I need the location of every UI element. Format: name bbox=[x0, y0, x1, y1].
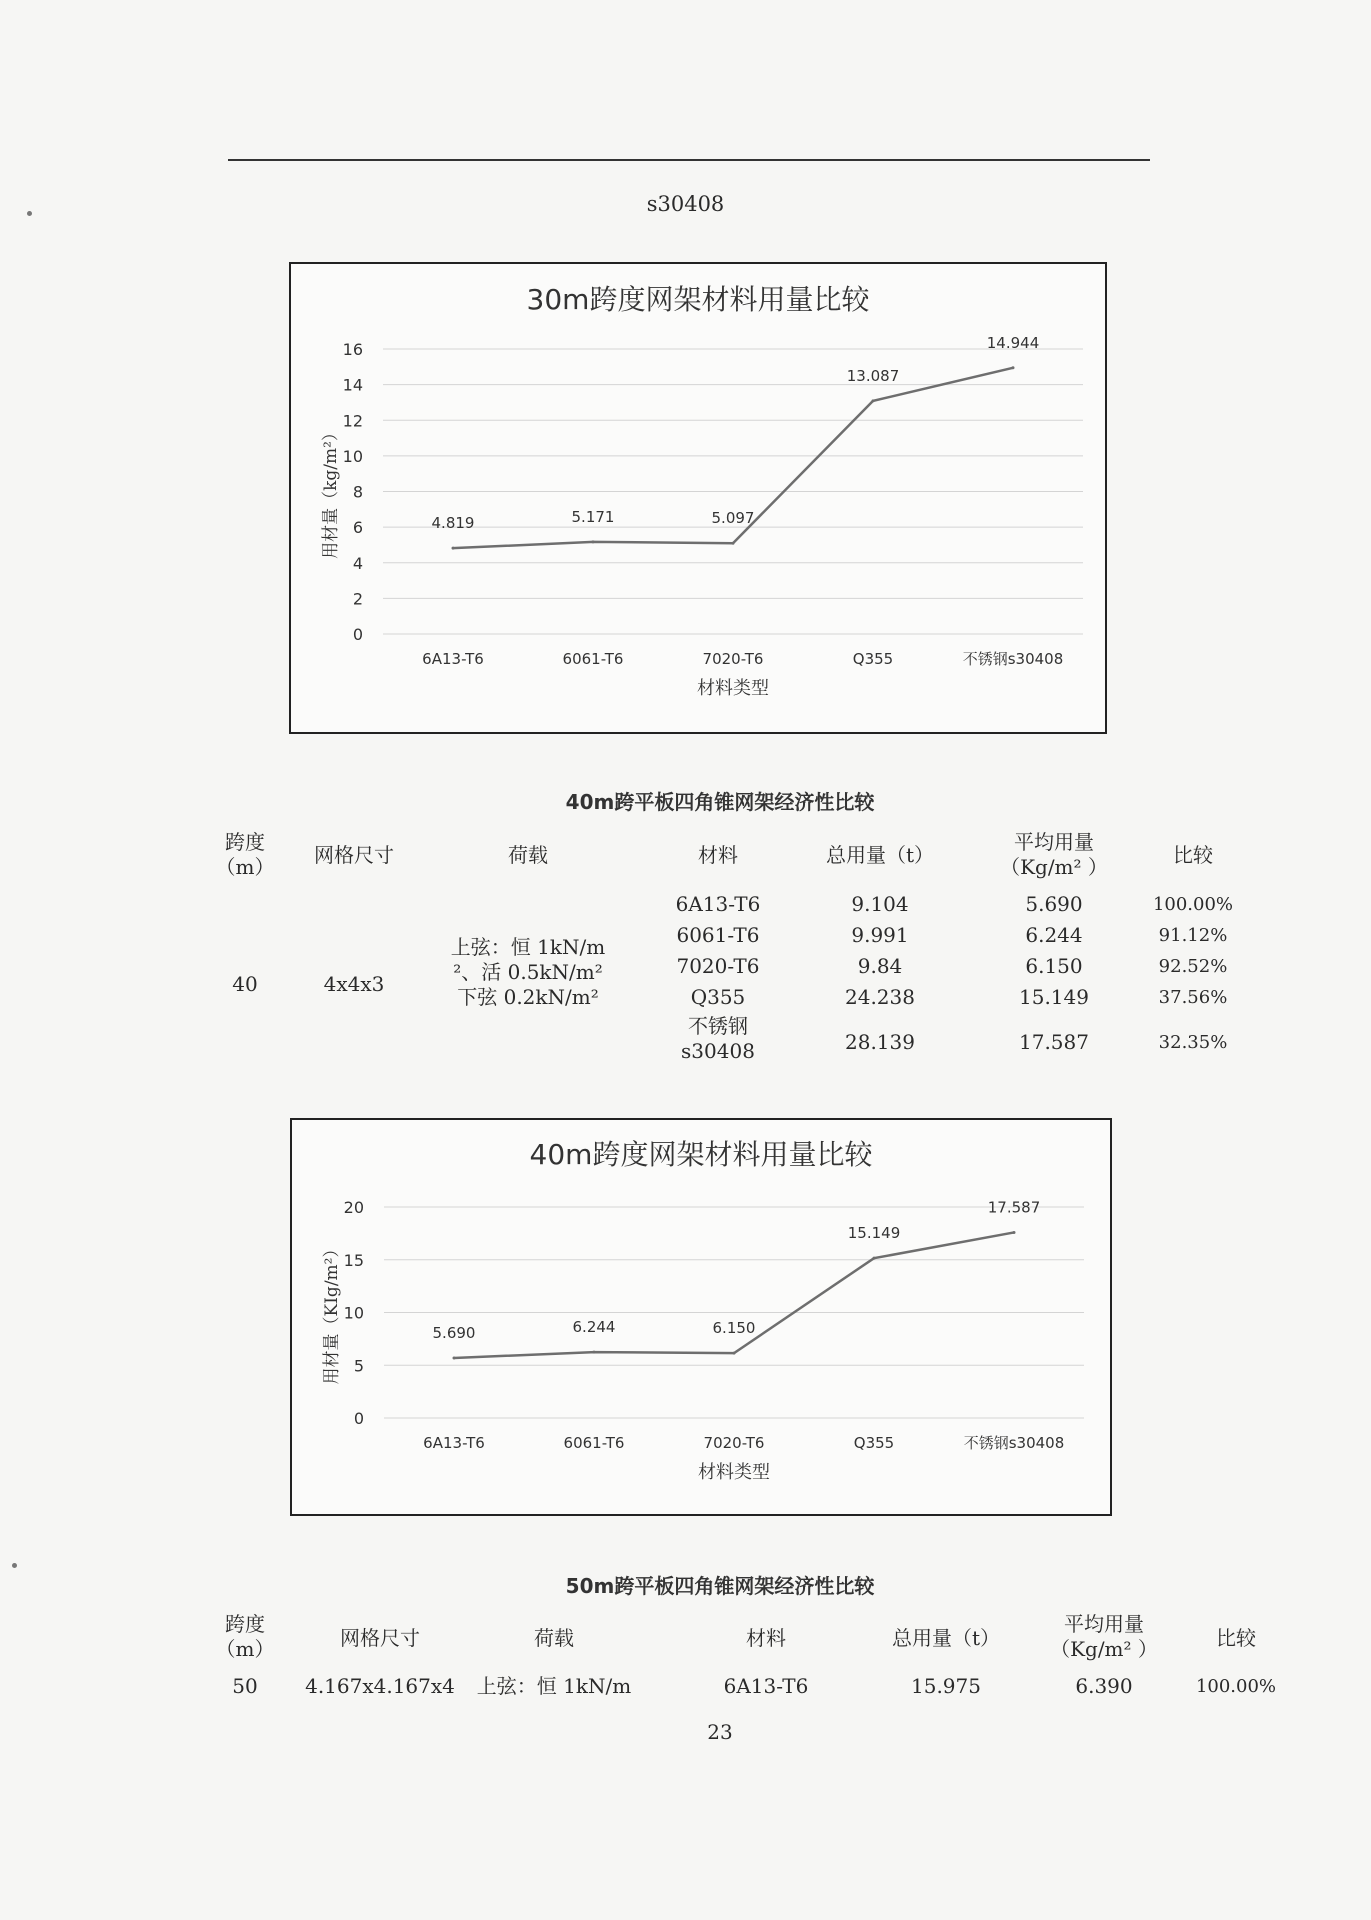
chart-30m bbox=[289, 262, 1107, 734]
data-point bbox=[593, 1351, 596, 1354]
chart-title: 30m跨度网架材料用量比较 bbox=[526, 283, 870, 316]
scan-speck bbox=[12, 1563, 17, 1568]
data-point bbox=[1013, 1231, 1016, 1234]
header-compare: 比较 bbox=[1173, 843, 1213, 867]
data-point bbox=[733, 1352, 736, 1355]
x-tick-label: 6061-T6 bbox=[563, 1434, 625, 1452]
y-tick-label: 12 bbox=[342, 411, 363, 431]
cell-avg: 6.390 bbox=[1075, 1674, 1133, 1698]
y-tick-label: 4 bbox=[352, 553, 363, 573]
table-50m-title: 50m跨平板四角锥网架经济性比较 bbox=[565, 1574, 875, 1598]
cell-avg: 5.690 bbox=[1025, 892, 1083, 916]
data-label: 5.171 bbox=[571, 507, 615, 526]
data-point bbox=[1012, 366, 1015, 369]
cell-total: 9.991 bbox=[851, 923, 909, 947]
y-tick-label: 14 bbox=[342, 375, 363, 395]
cell-total: 9.84 bbox=[857, 954, 903, 978]
x-axis-label: 材料类型 bbox=[697, 678, 769, 699]
cell-total: 24.238 bbox=[845, 985, 915, 1009]
data-label: 14.944 bbox=[986, 333, 1040, 352]
cell-compare: 91.12% bbox=[1158, 925, 1228, 946]
x-tick-label: Q355 bbox=[852, 650, 894, 668]
cell-material: 7020-T6 bbox=[676, 954, 760, 978]
cell-compare: 100.00% bbox=[1152, 894, 1234, 915]
cell-compare: 37.56% bbox=[1158, 987, 1228, 1008]
header-total: 总用量（t） bbox=[825, 843, 935, 867]
chart-title: 40m跨度网架材料用量比较 bbox=[529, 1138, 873, 1171]
header-grid: 网格尺寸 bbox=[340, 1626, 420, 1650]
cell-material: 6061-T6 bbox=[676, 923, 760, 947]
data-label: 15.149 bbox=[847, 1224, 901, 1243]
page-number: 23 bbox=[707, 1720, 733, 1744]
header-material: 材料 bbox=[746, 1626, 786, 1650]
cell-load: 上弦：恒 1kN/m ²、活 0.5kN/m² 下弦 0.2kN/m² bbox=[450, 935, 606, 1009]
y-tick-label: 16 bbox=[342, 340, 363, 359]
x-tick-label: 6A13-T6 bbox=[422, 650, 484, 668]
cell-span: 40 bbox=[232, 972, 258, 996]
cell-material: 6A13-T6 bbox=[675, 892, 761, 916]
data-label: 6.244 bbox=[572, 1318, 616, 1337]
cell-material: Q355 bbox=[690, 985, 746, 1009]
chart-40m bbox=[290, 1118, 1112, 1516]
cell-grid: 4x4x3 bbox=[323, 972, 385, 996]
data-label: 13.087 bbox=[846, 366, 900, 385]
data-point bbox=[873, 1257, 876, 1260]
x-tick-label: 7020-T6 bbox=[703, 1434, 765, 1452]
y-tick-label: 20 bbox=[343, 1198, 364, 1217]
data-label: 5.097 bbox=[711, 509, 755, 528]
data-label: 6.150 bbox=[712, 1319, 756, 1338]
header-span: 跨度 （m） bbox=[215, 830, 275, 879]
header-load: 荷载 bbox=[508, 843, 548, 867]
header-rule bbox=[228, 159, 1150, 161]
cell-total: 28.139 bbox=[845, 1030, 915, 1054]
data-label: 17.587 bbox=[987, 1198, 1041, 1217]
y-tick-label: 10 bbox=[343, 1303, 364, 1323]
data-label: 5.690 bbox=[432, 1323, 476, 1342]
y-tick-label: 0 bbox=[352, 625, 363, 644]
series-line bbox=[454, 1232, 1014, 1358]
x-tick-label: Q355 bbox=[853, 1434, 895, 1452]
data-point bbox=[592, 540, 595, 543]
cell-compare: 100.00% bbox=[1195, 1676, 1277, 1697]
cell-avg: 6.150 bbox=[1025, 954, 1083, 978]
cell-grid: 4.167x4.167x4 bbox=[305, 1674, 455, 1698]
cell-material: 不锈钢 s30408 bbox=[681, 1014, 755, 1063]
y-axis-label: 用材量（KIg/m²） bbox=[322, 1240, 342, 1385]
cell-avg: 6.244 bbox=[1025, 923, 1083, 947]
header-avg: 平均用量 （Kg/m² ） bbox=[1050, 1612, 1158, 1661]
header-grid: 网格尺寸 bbox=[314, 843, 394, 867]
chart-svg bbox=[291, 264, 1105, 732]
header-total: 总用量（t） bbox=[891, 1626, 1001, 1650]
header-load: 荷载 bbox=[534, 1626, 574, 1650]
y-tick-label: 15 bbox=[343, 1250, 364, 1270]
data-point bbox=[452, 547, 455, 550]
x-tick-label: 6061-T6 bbox=[562, 650, 624, 668]
cell-material: 6A13-T6 bbox=[723, 1674, 809, 1698]
chart-svg bbox=[292, 1120, 1110, 1514]
y-tick-label: 2 bbox=[352, 589, 363, 609]
cell-avg: 15.149 bbox=[1019, 985, 1089, 1009]
header-material: 材料 bbox=[698, 843, 738, 867]
cell-load: 上弦：恒 1kN/m bbox=[476, 1674, 632, 1698]
header-avg: 平均用量 （Kg/m² ） bbox=[1000, 830, 1108, 879]
top-text: s30408 bbox=[646, 192, 725, 216]
x-axis-label: 材料类型 bbox=[698, 1462, 770, 1483]
cell-compare: 92.52% bbox=[1158, 956, 1228, 977]
y-tick-label: 0 bbox=[353, 1409, 364, 1428]
y-tick-label: 8 bbox=[352, 482, 363, 502]
x-tick-label: 不锈钢s30408 bbox=[962, 650, 1064, 668]
cell-compare: 32.35% bbox=[1158, 1032, 1228, 1053]
cell-total: 9.104 bbox=[851, 892, 909, 916]
cell-total: 15.975 bbox=[911, 1674, 981, 1698]
y-tick-label: 6 bbox=[352, 518, 363, 538]
data-point bbox=[732, 542, 735, 545]
x-tick-label: 7020-T6 bbox=[702, 650, 764, 668]
x-tick-label: 6A13-T6 bbox=[423, 1434, 485, 1452]
table-40m-title: 40m跨平板四角锥网架经济性比较 bbox=[565, 790, 875, 814]
x-tick-label: 不锈钢s30408 bbox=[963, 1434, 1065, 1452]
y-axis-label: 用材量（kg/m²） bbox=[321, 424, 341, 559]
data-label: 4.819 bbox=[431, 514, 475, 533]
data-point bbox=[872, 399, 875, 402]
data-point bbox=[453, 1356, 456, 1359]
y-tick-label: 10 bbox=[342, 446, 363, 466]
header-span: 跨度 （m） bbox=[215, 1612, 275, 1661]
cell-span: 50 bbox=[232, 1674, 258, 1698]
header-compare: 比较 bbox=[1216, 1626, 1256, 1650]
scan-speck bbox=[27, 211, 32, 216]
cell-avg: 17.587 bbox=[1019, 1030, 1089, 1054]
y-tick-label: 5 bbox=[353, 1356, 364, 1376]
